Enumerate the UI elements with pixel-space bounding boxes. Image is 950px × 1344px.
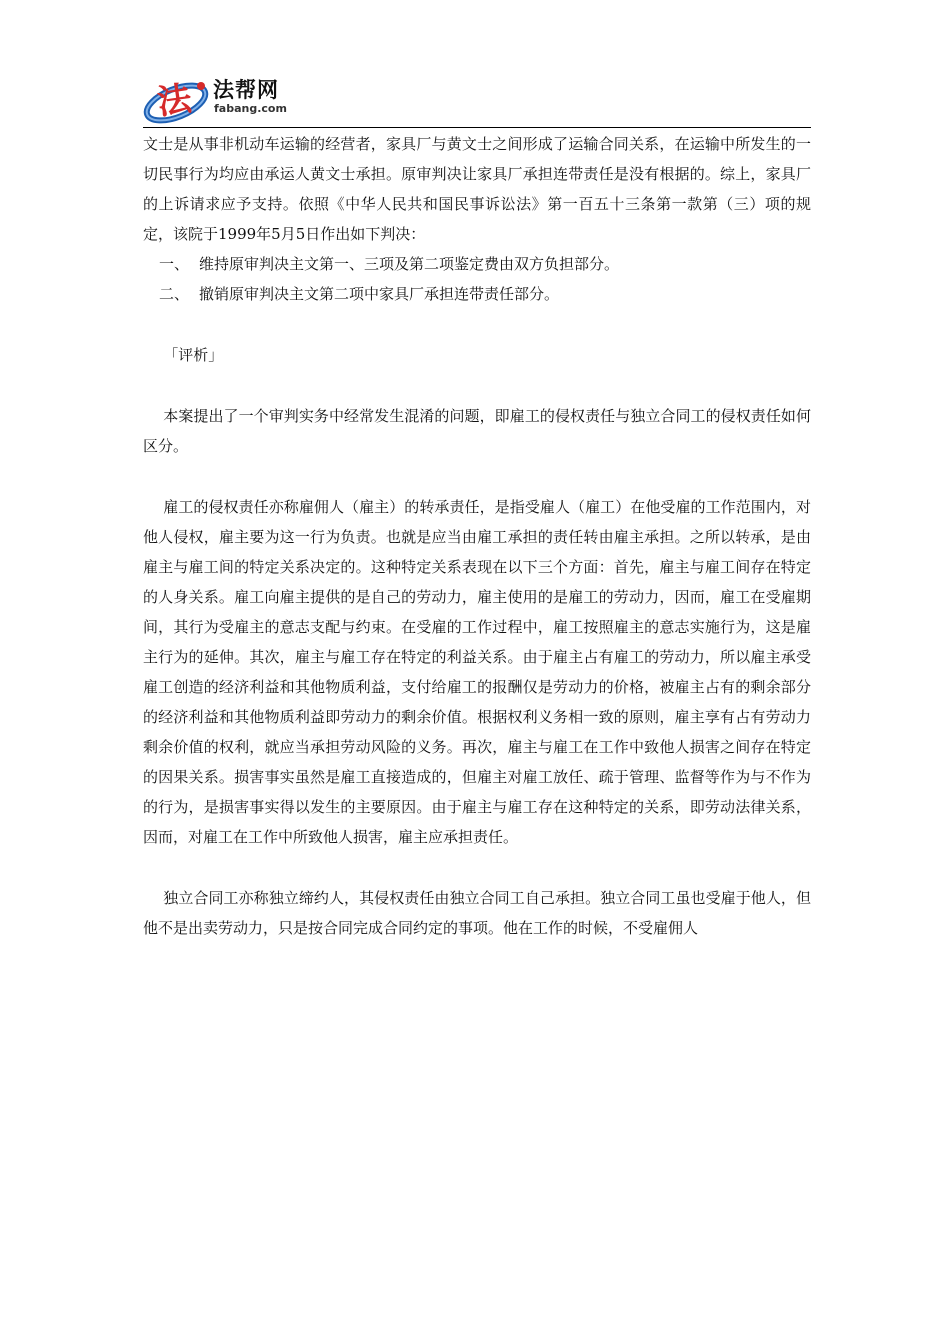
paragraph-employee-liability: 雇工的侵权责任亦称雇佣人（雇主）的转承责任，是指受雇人（雇工）在他受雇的工作范围内，对他人侵权，雇主要为这一行为负责。也就是应当由雇工承担的责任转由雇主承担。之所以转承，是由雇主与雇工间的特定关系决定的。这种特定关系表现在以下三个方面：首先，雇主与雇工间存在特定的人身关系。雇工向雇主提供的是自己的劳动力，雇主使用的是雇工的劳动力，因而，雇工在受雇期间，其行为受雇主的意志支配与约束。在受雇的工作过程中，雇工按照雇主的意志实施行为，这是雇主行为的延伸。其次，雇主与雇工存在特定的利益关系。由于雇主占有雇工的劳动力，所以雇主承受雇工创造的经济利益和其他物质利益，支付给雇工的报酬仅是劳动力的价格，被雇主占有的剩余部分的经济利益和其他物质利益即劳动力的剩余价值。根据权利义务相一致的原则，雇主享有占有劳动力剩余价值的权利，就应当承担劳动风险的义务。再次，雇主与雇工在工作中致他人损害之间存在特定的因果关系。损害事实虽然是雇工直接造成的，但雇主对雇工放任、疏于管理、监督等作为与不作为的行为，是损害事实得以发生的主要原因。由于雇主与雇工存在这种特定的关系，即劳动法律关系，因而，对雇工在工作中所致他人损害，雇主应承担责任。 <box>143 498 811 846</box>
paragraph-independent-contractor: 独立合同工亦称独立缔约人，其侵权责任由独立合同工自己承担。独立合同工虽也受雇于他人，但他不是出卖劳动力，只是按合同完成合同约定的事项。他在工作的时候，不受雇佣人 <box>143 889 811 937</box>
judgment-item-2 <box>143 279 811 309</box>
logo-mark-glyph: 法 <box>154 78 195 124</box>
logo-domain: fabang.com <box>214 102 287 115</box>
item-text: 维持原审判决主文第一、三项及第二项鉴定费由双方负担部分。 <box>199 255 620 273</box>
fabang-logo[interactable] <box>143 68 318 128</box>
section-heading-analysis: 「评析」 <box>163 346 224 364</box>
document-body <box>143 129 811 943</box>
page-header <box>143 68 811 128</box>
judgment-item-1 <box>143 249 811 279</box>
item-number: 一、 <box>159 255 190 273</box>
header-divider <box>143 127 811 128</box>
paragraph-judgment: 文士是从事非机动车运输的经营者，家具厂与黄文士之间形成了运输合同关系，在运输中所发生的一切民事行为均应由承运人黄文士承担。原审判决让家具厂承担连带责任是没有根据的。综上，家具厂的上诉请求应予支持。依照《中华人民共和国民事诉讼法》第一百五十三条第一款第（三）项的规定，该院于1999年5月5日作出如下判决： <box>143 135 811 243</box>
item-number: 二、 <box>159 285 190 303</box>
paragraph-analysis-intro: 本案提出了一个审判实务中经常发生混淆的问题，即雇工的侵权责任与独立合同工的侵权责任如何区分。 <box>143 407 811 455</box>
item-text: 撤销原审判决主文第二项中家具厂承担连带责任部分。 <box>199 285 560 303</box>
fabang-logo-mark-icon <box>143 68 213 128</box>
logo-name: 法帮网 <box>213 78 279 102</box>
